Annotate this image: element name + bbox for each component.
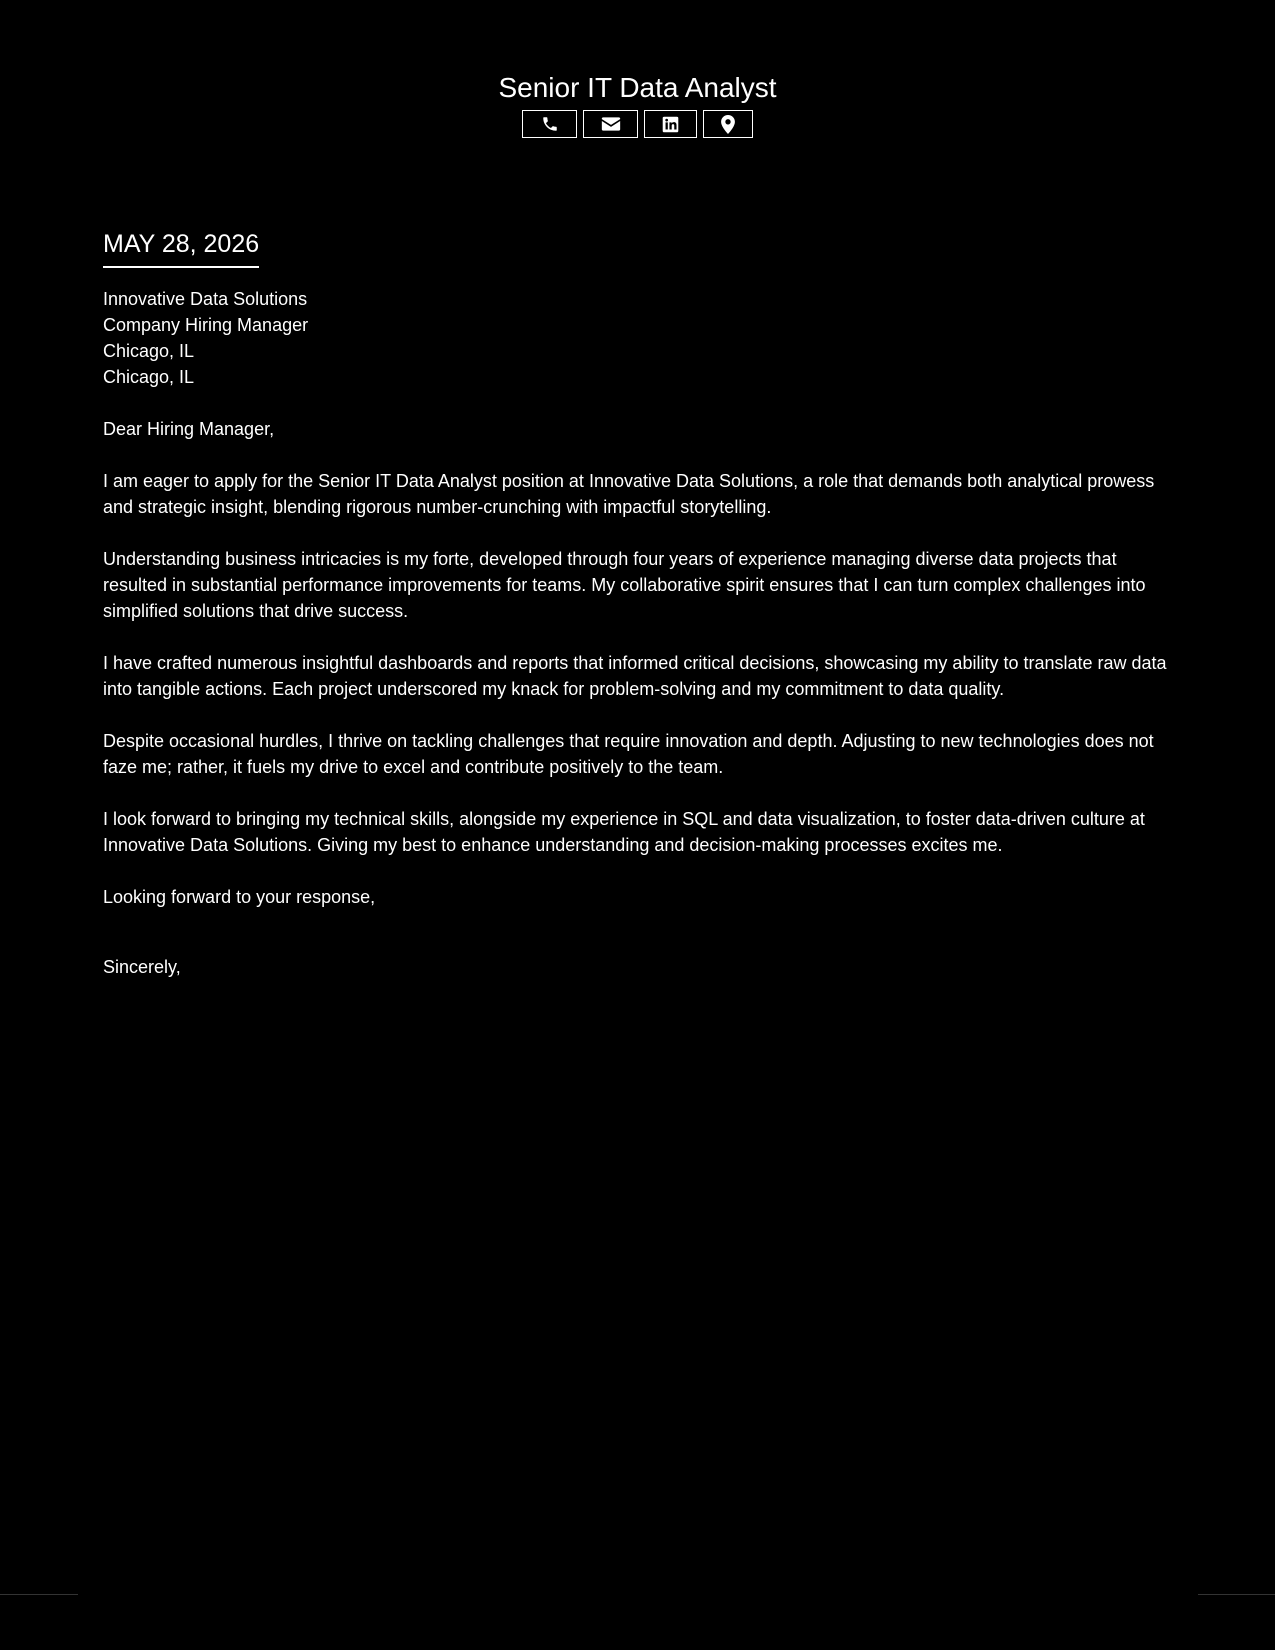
body-paragraph: Understanding business intricacies is my forte, developed through four years of experience managing diverse data projects that resulted in substantial performance improvements for teams. My collaborative spirit ensures that I can turn complex challenges into simplified solutions that drive success. xyxy=(103,549,1146,621)
letter-date: MAY 28, 2026 xyxy=(103,228,259,268)
phone-button[interactable] xyxy=(522,110,577,138)
location-icon xyxy=(721,115,735,134)
body-paragraph: I have crafted numerous insightful dashboards and reports that informed critical decisions, showcasing my ability to translate raw data into tangible actions. Each project underscored my knack for problem-solving and my commitment to data quality. xyxy=(103,653,1167,699)
body-paragraph: I look forward to bringing my technical skills, alongside my experience in SQL and data visualization, to foster data-driven culture at Innovative Data Solutions. Giving my best to enhance understanding and decision-making processes excites me. xyxy=(103,809,1145,855)
closing-line: Looking forward to your response, xyxy=(103,887,376,907)
email-button[interactable] xyxy=(583,110,638,138)
phone-icon xyxy=(541,115,559,133)
recipient-address xyxy=(103,286,1178,390)
recipient-city: Chicago, IL xyxy=(103,367,195,387)
recipient-contact: Company Hiring Manager xyxy=(103,315,309,335)
body-paragraph: Despite occasional hurdles, I thrive on tackling challenges that require innovation and depth. Adjusting to new technologies does not faze me; rather, it fuels my drive to excel and contribute positively to the team. xyxy=(103,731,1154,777)
footer-divider xyxy=(0,1594,78,1595)
letter-header xyxy=(0,70,1275,138)
page-title: Senior IT Data Analyst xyxy=(498,72,777,103)
email-icon xyxy=(601,116,621,132)
salutation: Dear Hiring Manager, xyxy=(103,419,275,439)
linkedin-button[interactable] xyxy=(644,110,697,138)
contact-icons-row xyxy=(0,110,1275,138)
signoff: Sincerely, xyxy=(103,957,181,977)
recipient-company: Innovative Data Solutions xyxy=(103,289,308,309)
body-paragraph: I am eager to apply for the Senior IT Data Analyst position at Innovative Data Solutions, a role that demands both analytical prowess and strategic insight, blending rigorous number-crunching with impactful storytelling. xyxy=(103,471,1155,517)
location-button[interactable] xyxy=(703,110,753,138)
footer-divider xyxy=(1198,1594,1275,1595)
letter-body xyxy=(103,228,1178,980)
linkedin-icon xyxy=(662,116,679,133)
recipient-city: Chicago, IL xyxy=(103,341,195,361)
